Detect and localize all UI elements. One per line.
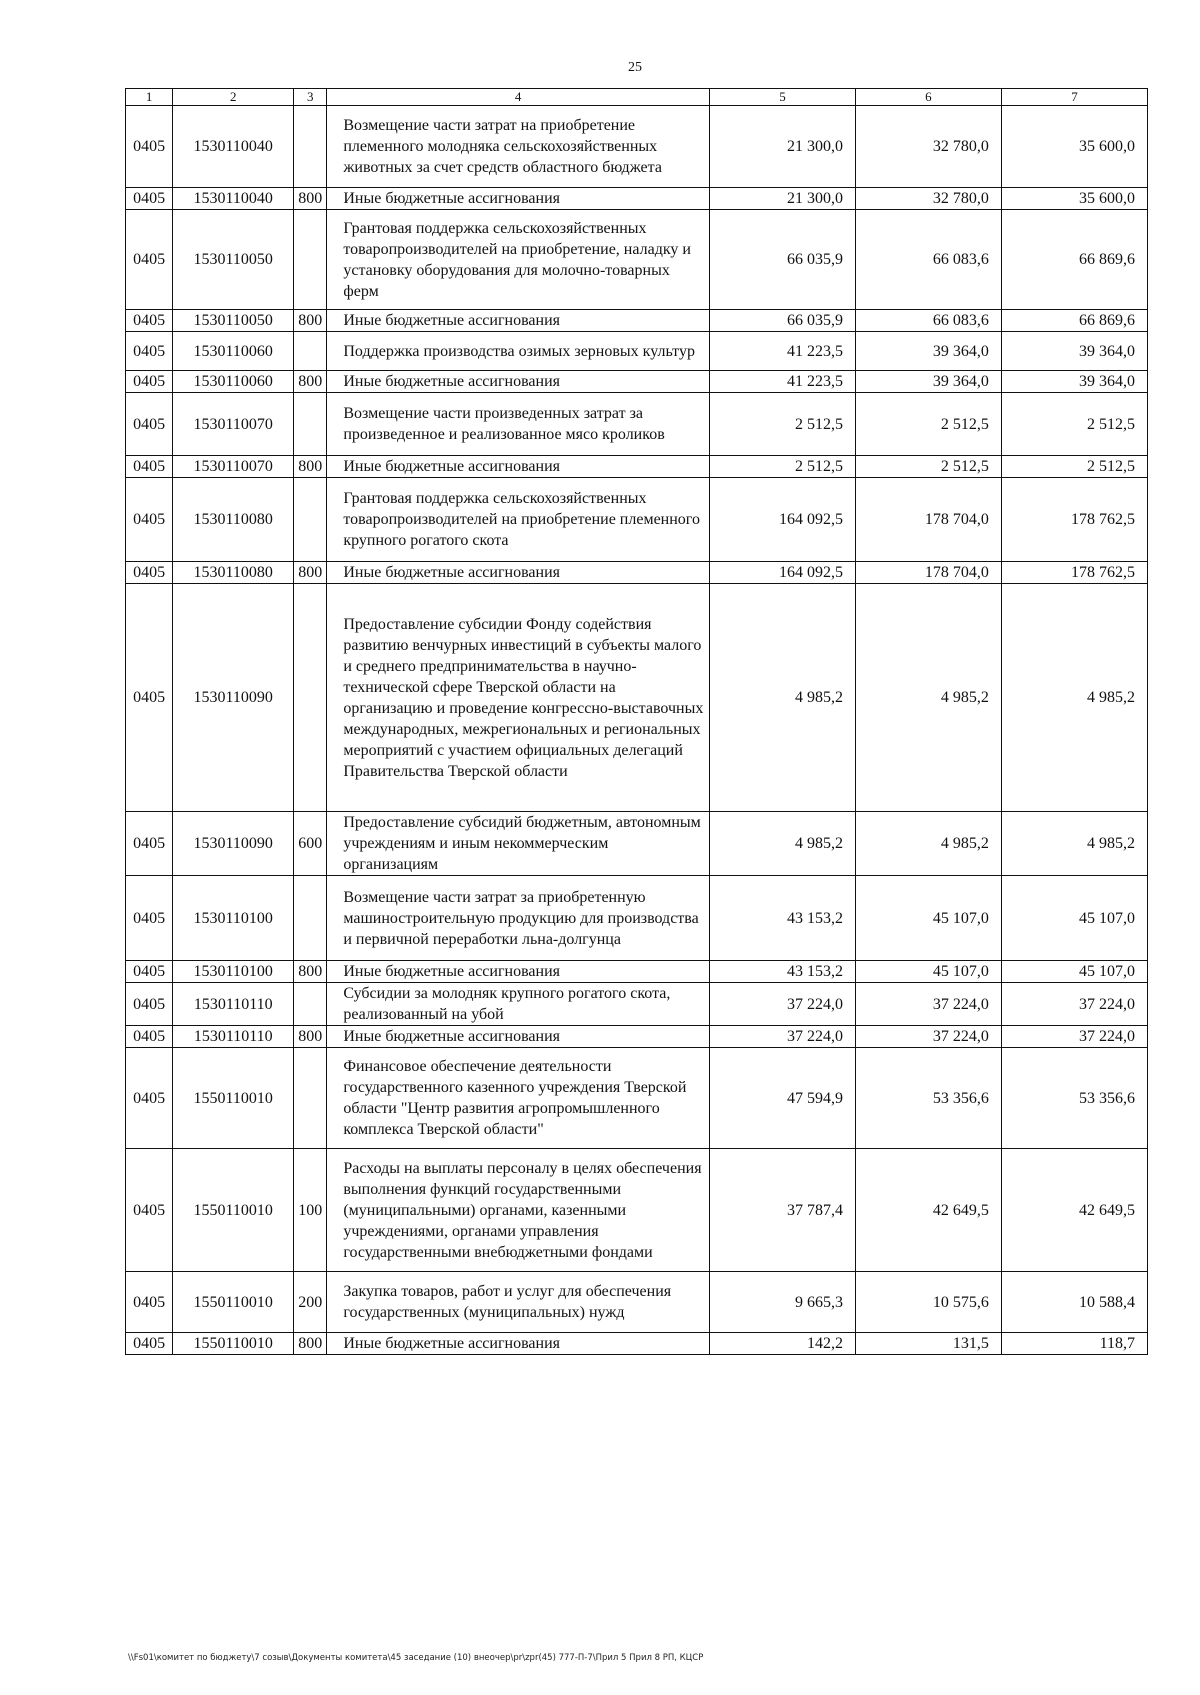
amount-year1-cell: 164 092,5: [709, 478, 855, 562]
amount-year2-cell: 32 780,0: [855, 106, 1001, 188]
section-code-cell: 0405: [126, 188, 173, 210]
amount-year3-cell: 10 588,4: [1001, 1272, 1147, 1333]
amount-year3-cell: 118,7: [1001, 1333, 1147, 1355]
table-row: [126, 332, 1148, 371]
amount-year1-cell: 2 512,5: [709, 393, 855, 456]
amount-year2-cell: 66 083,6: [855, 210, 1001, 310]
target-code-cell: 1530110110: [173, 983, 294, 1026]
target-code-cell: 1530110040: [173, 188, 294, 210]
amount-year1-cell: 43 153,2: [709, 876, 855, 961]
expense-type-cell: 200: [294, 1272, 327, 1333]
item-name-cell: Иные бюджетные ассигнования: [327, 562, 710, 584]
amount-year3-cell: 178 762,5: [1001, 562, 1147, 584]
amount-year3-cell: 35 600,0: [1001, 188, 1147, 210]
target-code-cell: 1530110090: [173, 812, 294, 876]
expense-type-cell: [294, 983, 327, 1026]
amount-year1-cell: 4 985,2: [709, 584, 855, 812]
column-header: 5: [709, 89, 855, 106]
section-code-cell: 0405: [126, 371, 173, 393]
section-code-cell: 0405: [126, 1333, 173, 1355]
item-name-cell: Иные бюджетные ассигнования: [327, 310, 710, 332]
section-code-cell: 0405: [126, 310, 173, 332]
amount-year2-cell: 2 512,5: [855, 393, 1001, 456]
amount-year3-cell: 178 762,5: [1001, 478, 1147, 562]
item-name-cell: Возмещение части произведенных затрат за произведенное и реализованное мясо кроликов: [327, 393, 710, 456]
table-row: [126, 1048, 1148, 1149]
section-code-cell: 0405: [126, 1048, 173, 1149]
section-code-cell: 0405: [126, 210, 173, 310]
amount-year2-cell: 39 364,0: [855, 371, 1001, 393]
item-name-cell: Возмещение части затрат за приобретенную машиностроительную продукцию для производства и первичной переработки льна-долгунца: [327, 876, 710, 961]
footer-file-path: \\Fs01\комитет по бюджету\7 созыв\Документы комитета\45 заседание (10) внеочер\pr\zpr(45) 777-П-7\Прил 5 Прил 8 РП, КЦСР: [128, 1653, 704, 1663]
table-row: [126, 106, 1148, 188]
amount-year3-cell: 42 649,5: [1001, 1149, 1147, 1272]
amount-year3-cell: 35 600,0: [1001, 106, 1147, 188]
amount-year1-cell: 4 985,2: [709, 812, 855, 876]
expense-type-cell: 800: [294, 1333, 327, 1355]
expense-type-cell: [294, 478, 327, 562]
item-name-cell: Иные бюджетные ассигнования: [327, 1026, 710, 1048]
target-code-cell: 1550110010: [173, 1048, 294, 1149]
item-name-cell: Поддержка производства озимых зерновых культур: [327, 332, 710, 371]
amount-year1-cell: 43 153,2: [709, 961, 855, 983]
amount-year1-cell: 66 035,9: [709, 210, 855, 310]
section-code-cell: 0405: [126, 393, 173, 456]
amount-year2-cell: 10 575,6: [855, 1272, 1001, 1333]
amount-year1-cell: 142,2: [709, 1333, 855, 1355]
section-code-cell: 0405: [126, 961, 173, 983]
amount-year2-cell: 178 704,0: [855, 562, 1001, 584]
amount-year3-cell: 45 107,0: [1001, 961, 1147, 983]
item-name-cell: Иные бюджетные ассигнования: [327, 188, 710, 210]
amount-year3-cell: 2 512,5: [1001, 393, 1147, 456]
expense-type-cell: [294, 106, 327, 188]
amount-year1-cell: 9 665,3: [709, 1272, 855, 1333]
table-row: [126, 1149, 1148, 1272]
target-code-cell: 1530110080: [173, 562, 294, 584]
expense-type-cell: [294, 332, 327, 371]
expense-type-cell: [294, 876, 327, 961]
page-number: 25: [628, 60, 642, 75]
table-row: [126, 562, 1148, 584]
amount-year2-cell: 39 364,0: [855, 332, 1001, 371]
expense-type-cell: 800: [294, 1026, 327, 1048]
target-code-cell: 1530110060: [173, 332, 294, 371]
amount-year3-cell: 53 356,6: [1001, 1048, 1147, 1149]
amount-year3-cell: 39 364,0: [1001, 332, 1147, 371]
table-row: [126, 584, 1148, 812]
target-code-cell: 1530110070: [173, 393, 294, 456]
table-row: [126, 1272, 1148, 1333]
amount-year3-cell: 45 107,0: [1001, 876, 1147, 961]
table-row: [126, 961, 1148, 983]
item-name-cell: Субсидии за молодняк крупного рогатого скота, реализованный на убой: [327, 983, 710, 1026]
amount-year3-cell: 66 869,6: [1001, 210, 1147, 310]
section-code-cell: 0405: [126, 1272, 173, 1333]
item-name-cell: Предоставление субсидии Фонду содействия развитию венчурных инвестиций в субъекты малого и среднего предпринимательства в научно-технической сфере Тверской области на организацию и проведение конгрессно-выставочных международных, межрегиональных и региональных мероприятий с участием официальных делегаций Правительства Тверской области: [327, 584, 710, 812]
amount-year3-cell: 37 224,0: [1001, 983, 1147, 1026]
amount-year1-cell: 47 594,9: [709, 1048, 855, 1149]
target-code-cell: 1530110060: [173, 371, 294, 393]
amount-year3-cell: 4 985,2: [1001, 584, 1147, 812]
amount-year2-cell: 2 512,5: [855, 456, 1001, 478]
amount-year3-cell: 39 364,0: [1001, 371, 1147, 393]
amount-year2-cell: 178 704,0: [855, 478, 1001, 562]
item-name-cell: Закупка товаров, работ и услуг для обеспечения государственных (муниципальных) нужд: [327, 1272, 710, 1333]
table-row: [126, 393, 1148, 456]
item-name-cell: Предоставление субсидий бюджетным, автономным учреждениям и иным некоммерческим организациям: [327, 812, 710, 876]
item-name-cell: Иные бюджетные ассигнования: [327, 961, 710, 983]
table-row: [126, 812, 1148, 876]
section-code-cell: 0405: [126, 478, 173, 562]
expense-type-cell: 100: [294, 1149, 327, 1272]
amount-year1-cell: 37 224,0: [709, 983, 855, 1026]
amount-year1-cell: 66 035,9: [709, 310, 855, 332]
column-header: 2: [173, 89, 294, 106]
expense-type-cell: [294, 393, 327, 456]
target-code-cell: 1530110050: [173, 210, 294, 310]
item-name-cell: Иные бюджетные ассигнования: [327, 456, 710, 478]
expense-type-cell: 600: [294, 812, 327, 876]
section-code-cell: 0405: [126, 584, 173, 812]
section-code-cell: 0405: [126, 1149, 173, 1272]
section-code-cell: 0405: [126, 812, 173, 876]
table-row: [126, 456, 1148, 478]
section-code-cell: 0405: [126, 876, 173, 961]
expense-type-cell: [294, 210, 327, 310]
column-header: 6: [855, 89, 1001, 106]
amount-year2-cell: 53 356,6: [855, 1048, 1001, 1149]
table-row: [126, 1333, 1148, 1355]
amount-year2-cell: 4 985,2: [855, 584, 1001, 812]
table-row: [126, 478, 1148, 562]
amount-year1-cell: 37 787,4: [709, 1149, 855, 1272]
expense-type-cell: [294, 1048, 327, 1149]
expense-type-cell: [294, 584, 327, 812]
amount-year2-cell: 37 224,0: [855, 1026, 1001, 1048]
item-name-cell: Расходы на выплаты персоналу в целях обеспечения выполнения функций государственными (муниципальными) органами, казенными учреждениями, органами управления государственными внебюджетными фондами: [327, 1149, 710, 1272]
column-header: 7: [1001, 89, 1147, 106]
column-header: 4: [327, 89, 710, 106]
table-row: [126, 983, 1148, 1026]
section-code-cell: 0405: [126, 456, 173, 478]
expense-type-cell: 800: [294, 456, 327, 478]
target-code-cell: 1530110040: [173, 106, 294, 188]
amount-year3-cell: 4 985,2: [1001, 812, 1147, 876]
budget-table: [125, 88, 1148, 1355]
amount-year2-cell: 45 107,0: [855, 961, 1001, 983]
target-code-cell: 1530110100: [173, 961, 294, 983]
section-code-cell: 0405: [126, 1026, 173, 1048]
column-number-header-row: [126, 89, 1148, 106]
amount-year2-cell: 37 224,0: [855, 983, 1001, 1026]
section-code-cell: 0405: [126, 332, 173, 371]
section-code-cell: 0405: [126, 106, 173, 188]
expense-type-cell: 800: [294, 961, 327, 983]
amount-year3-cell: 37 224,0: [1001, 1026, 1147, 1048]
amount-year1-cell: 21 300,0: [709, 106, 855, 188]
column-header: 3: [294, 89, 327, 106]
table-row: [126, 876, 1148, 961]
target-code-cell: 1530110070: [173, 456, 294, 478]
amount-year2-cell: 4 985,2: [855, 812, 1001, 876]
amount-year2-cell: 32 780,0: [855, 188, 1001, 210]
amount-year1-cell: 164 092,5: [709, 562, 855, 584]
table-row: [126, 188, 1148, 210]
column-header: 1: [126, 89, 173, 106]
target-code-cell: 1550110010: [173, 1333, 294, 1355]
expense-type-cell: 800: [294, 371, 327, 393]
expense-type-cell: 800: [294, 310, 327, 332]
table-row: [126, 210, 1148, 310]
item-name-cell: Грантовая поддержка сельскохозяйственных товаропроизводителей на приобретение, наладку и установку оборудования для молочно-товарных ферм: [327, 210, 710, 310]
item-name-cell: Иные бюджетные ассигнования: [327, 371, 710, 393]
amount-year2-cell: 42 649,5: [855, 1149, 1001, 1272]
item-name-cell: Грантовая поддержка сельскохозяйственных товаропроизводителей на приобретение племенного крупного рогатого скота: [327, 478, 710, 562]
target-code-cell: 1530110100: [173, 876, 294, 961]
target-code-cell: 1530110110: [173, 1026, 294, 1048]
amount-year1-cell: 41 223,5: [709, 371, 855, 393]
amount-year2-cell: 131,5: [855, 1333, 1001, 1355]
table-row: [126, 1026, 1148, 1048]
amount-year1-cell: 37 224,0: [709, 1026, 855, 1048]
target-code-cell: 1550110010: [173, 1272, 294, 1333]
amount-year3-cell: 2 512,5: [1001, 456, 1147, 478]
target-code-cell: 1530110050: [173, 310, 294, 332]
table-row: [126, 371, 1148, 393]
target-code-cell: 1530110090: [173, 584, 294, 812]
amount-year3-cell: 66 869,6: [1001, 310, 1147, 332]
section-code-cell: 0405: [126, 983, 173, 1026]
item-name-cell: Возмещение части затрат на приобретение племенного молодняка сельскохозяйственных животных за счет средств областного бюджета: [327, 106, 710, 188]
target-code-cell: 1530110080: [173, 478, 294, 562]
amount-year1-cell: 21 300,0: [709, 188, 855, 210]
amount-year1-cell: 2 512,5: [709, 456, 855, 478]
expense-type-cell: 800: [294, 188, 327, 210]
table-row: [126, 310, 1148, 332]
target-code-cell: 1550110010: [173, 1149, 294, 1272]
table-body: [126, 106, 1148, 1355]
amount-year2-cell: 45 107,0: [855, 876, 1001, 961]
amount-year2-cell: 66 083,6: [855, 310, 1001, 332]
item-name-cell: Финансовое обеспечение деятельности государственного казенного учреждения Тверской области "Центр развития агропромышленного комплекса Тверской области": [327, 1048, 710, 1149]
item-name-cell: Иные бюджетные ассигнования: [327, 1333, 710, 1355]
expense-type-cell: 800: [294, 562, 327, 584]
amount-year1-cell: 41 223,5: [709, 332, 855, 371]
section-code-cell: 0405: [126, 562, 173, 584]
